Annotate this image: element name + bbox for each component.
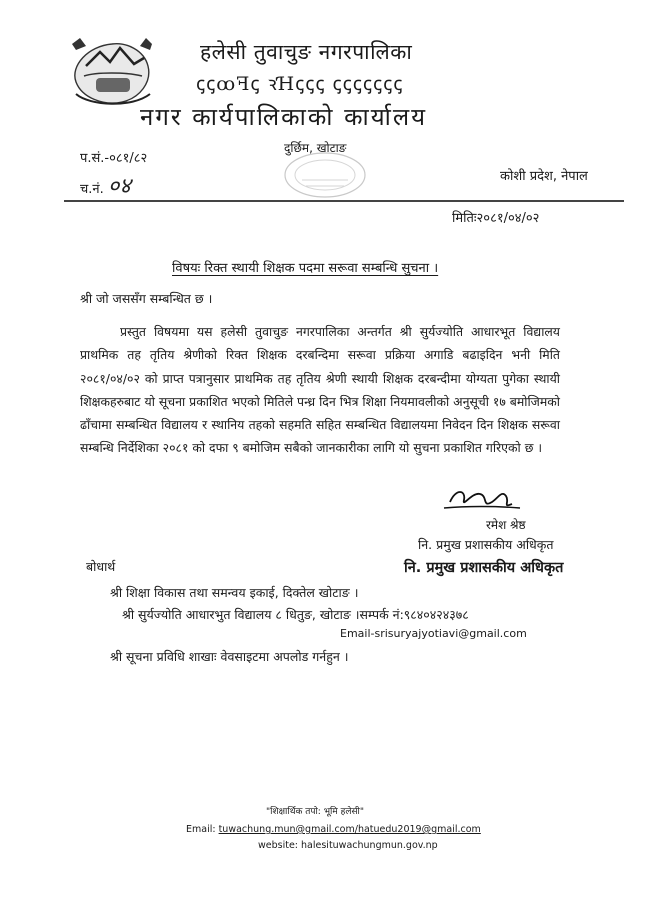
reference-number: प.सं.-०८१/८२ xyxy=(80,151,148,166)
letter-subject: विषयः रिक्त स्थायी शिक्षक पदमा सरूवा सम्बन्धि सुचना । xyxy=(172,261,439,276)
cc-item: श्री सूचना प्रविधि शाखाः वेवसाइटमा अपलोड गर्नहुन । xyxy=(110,649,349,664)
footer-email-label: Email: xyxy=(186,824,219,835)
signatory-title-stamp: नि. प्रमुख प्रशासकीय अधिकृत xyxy=(404,560,564,576)
office-title: नगर कार्यपालिकाको कार्यालय xyxy=(140,103,428,131)
signatory-name: रमेश श्रेष्ठ xyxy=(486,518,526,532)
footer-motto: "शिक्षार्थिक तपो: भूमि हलेसी" xyxy=(266,807,365,817)
footer-email-link[interactable]: tuwachung.mun@gmail.com/hatuedu2019@gmail.com xyxy=(218,824,481,835)
cc-item: श्री शिक्षा विकास तथा समन्वय इकाई, दिक्तेल खोटाङ । xyxy=(110,585,359,600)
municipality-name: हलेसी तुवाचुङ नगरपालिका xyxy=(200,40,413,64)
signature-icon xyxy=(436,484,526,518)
signatory-title: नि. प्रमुख प्रशासकीय अधिकृत xyxy=(418,537,554,552)
municipality-name-script: ꞔꞔꝏꟻꞔ ꝛꞪꞔꞔꞔ ꞔꞔꞔꞔꞔꞔꞔ xyxy=(196,73,404,95)
office-stamp-icon xyxy=(282,150,368,200)
dispatch-number-value: ०४ xyxy=(107,174,131,199)
cc-school-email: Email-srisuryajyotiavi@gmail.com xyxy=(340,627,527,640)
header-divider xyxy=(64,200,624,202)
letter-salutation: श्री जो जससँग सम्बन्धित छ । xyxy=(80,291,213,306)
dispatch-number xyxy=(80,170,131,200)
nepal-emblem-icon xyxy=(66,36,158,108)
letter-date: मितिः२०८१/०४/०२ xyxy=(452,211,540,226)
footer-website[interactable]: website: halesituwachungmun.gov.np xyxy=(258,840,438,851)
footer-email xyxy=(186,824,481,835)
cc-label: बोधार्थ xyxy=(86,559,116,574)
province-address: कोशी प्रदेश, नेपाल xyxy=(500,169,588,184)
dispatch-number-label: च.नं. xyxy=(80,182,104,197)
office-location: दुर्छिम, खोटाङ xyxy=(284,141,347,155)
cc-item: श्री सुर्यज्योति आधारभुत विद्यालय ८ धितुङ, खोटाङ ।सम्पर्क नं:९८४०४२४३७८ xyxy=(122,607,469,622)
letter-body: प्रस्तुत विषयमा यस हलेसी तुवाचुङ नगरपालिका अन्तर्गत श्री सुर्यज्योति आधारभूत विद्यालय प्राथमिक तह तृतिय श्रेणीको रिक्त शिक्षक दरबन्दिमा सरूवा प्रक्रिया अगाडि बढाइदिन भनी मिति २०८१/०४/०२ को प्राप्त पत्रानुसार प्राथमिक तह तृतिय श्रेणी स्थायी शिक्षक दरबन्दीमा योग्यता पुगेका स्थायी शिक्षकहरुबाट यो सूचना प्रकाशित भएको मितिले पन्ध्र दिन भित्र शिक्षा नियमावलीको अनुसूची १७ बमोजिमको ढाँचामा सम्बन्धित विद्यालय र स्थानिय तहको सहमति सहित सम्बन्धित विद्यालयमा निवेदन दिन शिक्षक सरूवा सम्बन्धि निर्देशिका २०८१ को दफा ९ बमोजिम सबैको जानकारीका लागि यो सुचना प्रकाशित गरिएको छ । xyxy=(80,324,560,456)
